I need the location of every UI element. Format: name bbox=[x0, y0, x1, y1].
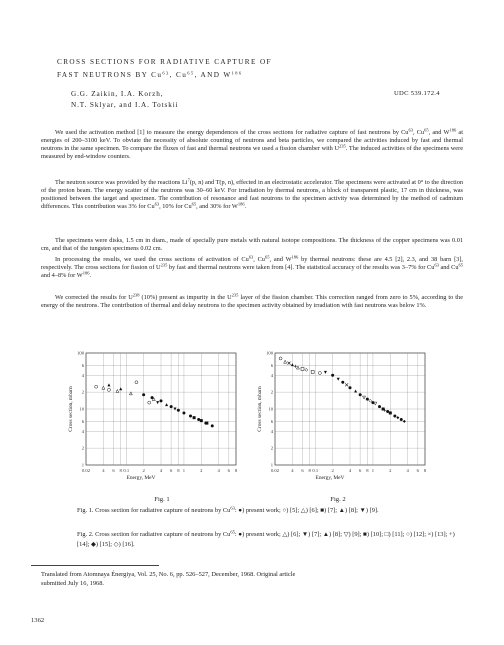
data-point bbox=[116, 389, 119, 392]
udc-code: UDC 539.172.4 bbox=[394, 90, 440, 97]
x-tick-label: 8 bbox=[366, 468, 369, 473]
plot-area bbox=[68, 351, 238, 481]
paragraph-2: The neutron source was provided by the reactions Li$^7$(p, n) and T(p, n), effected in an electrostatic accelerator. The specimens were activated at 0° to the direction of the proton beam. The energy scatter of the neutrons was 30–60 keV. For irradiation by thermal neutrons, a block of transparent plastic, 17 cm in thickness, was positioned between the target and specimen. The contribution of resonance and fast neutrons to the specimen activity was determined by the method of cadmium differences. This contribution was 3% for Cu$^{63}$, 10% for Cu$^{65}$, and 30% for $W^{186}$. bbox=[41, 177, 463, 211]
y-tick-label: 4 bbox=[270, 372, 273, 378]
y-tick-label: 100 bbox=[77, 350, 84, 356]
data-point bbox=[403, 420, 406, 423]
figure-1-plot bbox=[66, 347, 246, 497]
x-tick-label: 2 bbox=[389, 468, 392, 473]
plot-area bbox=[257, 351, 427, 481]
paragraph-1: We used the activation method [1] to measure the energy dependences of the cross sections for radiative capture of fast neutrons by Cu$^{63}$, Cu$^{65}$, and $W^{186}$ at energies of 200–3100 keV. To obviate the necessity of absolute counting of neutrons and beta particles, we compared the activities induced by fast and thermal neutrons in the same specimen. To compare the fluxes of fast and thermal neutrons we used a fission chamber with $U^{235}$. The induced activities of the specimens were measured by end-window counters. bbox=[41, 127, 463, 161]
data-point bbox=[193, 416, 196, 419]
figure-2-label: Fig. 2 bbox=[330, 496, 346, 503]
data-point bbox=[369, 399, 372, 402]
figure-1-caption: Fig. 1. Cross section for radiative capture of neutrons by Cu$^{63}$: ●) present work; ○) [5]; △) [6]; ■) [7]; ▲) [8]; ▼) [9]. bbox=[77, 505, 379, 514]
data-point bbox=[107, 383, 110, 386]
x-tick-label: 1 bbox=[182, 468, 186, 473]
data-point bbox=[107, 388, 110, 391]
data-point bbox=[165, 403, 168, 406]
data-point bbox=[396, 416, 399, 419]
data-point bbox=[177, 409, 180, 412]
figure-2-caption: Fig. 2. Cross section for radiative capture of neutrons by Cu$^{65}$: ●) present work; △) [6]; ▼) [7]; ▲) [8]; ▽) [9]; ■) [10]; □) [11]; ○) [12]; ×) [13]; +) [14]; ◆) [15]; ◇) [16]. bbox=[77, 529, 455, 548]
data-point bbox=[324, 371, 327, 374]
data-point bbox=[359, 393, 362, 396]
data-point bbox=[393, 414, 396, 417]
author-list bbox=[71, 89, 179, 110]
data-point bbox=[284, 360, 287, 363]
data-point bbox=[354, 389, 357, 392]
y-tick-label: 6 bbox=[81, 363, 84, 369]
translation-footnote bbox=[41, 571, 461, 588]
x-tick-label: 2 bbox=[200, 468, 203, 473]
y-axis-label: Cross section, mbarn bbox=[257, 386, 263, 432]
y-tick-label: 1 bbox=[81, 462, 84, 468]
figure-1-label: Fig. 1 bbox=[154, 496, 170, 503]
x-tick-label: 8 bbox=[177, 468, 180, 473]
figure-2-plot bbox=[255, 347, 435, 497]
y-tick-label: 2 bbox=[270, 445, 273, 451]
data-point bbox=[341, 381, 344, 384]
data-point bbox=[291, 363, 294, 366]
x-tick-label: 6 bbox=[170, 468, 173, 473]
data-point bbox=[211, 424, 214, 427]
x-tick-label: 0.02 bbox=[270, 468, 280, 473]
footnote-line-2: submitted July 16, 1968. bbox=[41, 579, 105, 587]
paragraph-4: In processing the results, we used the cross sections of activation of Cu$^{63}$, Cu$^{65}$, and $W^{186}$ by thermal neutrons: these are 4.5 [2], 2.3, and 38 barn [3], respectively. The cross sections for fission of $U^{235}$ by fast and thermal neutrons were taken from [4]. The statistical accuracy of the results was 3–7% for Cu$^{63}$ and Cu$^{65}$ and 4–8% for $W^{186}$. bbox=[41, 254, 463, 280]
data-point bbox=[366, 398, 369, 401]
data-point bbox=[142, 393, 145, 396]
data-point bbox=[331, 374, 334, 377]
x-tick-label: 6 bbox=[227, 468, 230, 473]
page-number: 1362 bbox=[31, 617, 45, 624]
paragraph-3: The specimens were disks, 1.5 cm in diam., made of specially pure metals with natural isotope compositions. The thickness of the copper specimens was 0.01 cm, and that of the tungsten specimens 0.02 cm. bbox=[41, 237, 463, 253]
x-tick-label: 6 bbox=[359, 468, 362, 473]
data-point bbox=[374, 402, 377, 405]
x-tick-label: 4 bbox=[102, 468, 105, 473]
data-point bbox=[337, 378, 340, 381]
y-tick-label: 4 bbox=[270, 428, 273, 434]
data-point bbox=[189, 414, 192, 417]
data-point bbox=[148, 401, 151, 404]
data-point bbox=[311, 370, 314, 373]
data-point bbox=[386, 410, 389, 413]
title-line-1: CROSS SECTIONS FOR RADIATIVE CAPTURE OF bbox=[57, 58, 272, 66]
data-point bbox=[197, 418, 200, 421]
data-point bbox=[294, 365, 297, 368]
x-tick-label: 0.02 bbox=[81, 468, 91, 473]
x-tick-label: 4 bbox=[406, 468, 409, 473]
data-point bbox=[156, 401, 159, 404]
data-point bbox=[389, 411, 392, 414]
data-point bbox=[288, 362, 291, 365]
data-point bbox=[301, 367, 304, 370]
x-tick-label: 8 bbox=[308, 468, 311, 473]
x-tick-label: 4 bbox=[217, 468, 220, 473]
data-point bbox=[279, 357, 282, 360]
x-axis-label: Energy, MeV bbox=[126, 475, 156, 481]
y-tick-label: 1 bbox=[270, 462, 273, 468]
data-point bbox=[296, 366, 299, 369]
data-point bbox=[305, 368, 308, 371]
data-point bbox=[129, 392, 132, 395]
data-point bbox=[400, 418, 403, 421]
data-point bbox=[95, 385, 98, 388]
data-point bbox=[345, 383, 348, 386]
x-tick-label: 4 bbox=[348, 468, 352, 473]
footnote-rule bbox=[31, 565, 159, 566]
data-point bbox=[170, 405, 173, 408]
data-point bbox=[349, 386, 352, 389]
data-point bbox=[135, 381, 138, 384]
x-tick-label: 2 bbox=[142, 468, 145, 473]
data-point bbox=[200, 419, 203, 422]
y-tick-label: 6 bbox=[81, 419, 84, 425]
y-tick-label: 4 bbox=[81, 372, 84, 378]
data-point bbox=[205, 422, 208, 425]
paragraph-5: We corrected the results for $U^{238}$ (10%) present as impurity in the $U^{235}$ layer of the fission chamber. This correction ranged from zero to 5%, according to the energy of the neutrons. The contribution of thermal and delay neutrons to the specimen activity obtained by irradiation with fast neutrons was below 1%. bbox=[41, 292, 463, 310]
x-axis-label: Energy, MeV bbox=[315, 475, 345, 481]
x-tick-label: 0.1 bbox=[312, 468, 319, 473]
x-tick-label: 8 bbox=[423, 468, 427, 473]
title-line-2: FAST NEUTRONS BY Cu$^{63}$, Cu$^{65}$, AND $W^{186}$ bbox=[57, 70, 243, 79]
x-tick-label: 2 bbox=[331, 468, 334, 473]
data-point bbox=[363, 396, 366, 399]
data-point bbox=[102, 386, 105, 389]
x-tick-label: 0.1 bbox=[123, 468, 130, 473]
authors-line-1: G.G. Zaikin, I.A. Korzh, bbox=[71, 90, 164, 98]
data-point bbox=[378, 405, 381, 408]
y-tick-label: 100 bbox=[266, 350, 273, 356]
y-tick-label: 2 bbox=[81, 389, 84, 395]
y-tick-label: 4 bbox=[81, 428, 84, 434]
x-tick-label: 8 bbox=[234, 468, 238, 473]
y-tick-label: 2 bbox=[270, 389, 273, 395]
data-point bbox=[119, 387, 122, 390]
x-tick-label: 6 bbox=[112, 468, 115, 473]
x-tick-label: 6 bbox=[416, 468, 419, 473]
article-title bbox=[57, 56, 357, 82]
y-tick-label: 10 bbox=[79, 406, 84, 412]
data-point bbox=[160, 399, 163, 402]
y-tick-label: 10 bbox=[268, 406, 273, 412]
y-tick-label: 2 bbox=[81, 445, 84, 451]
x-tick-label: 8 bbox=[119, 468, 122, 473]
x-tick-label: 4 bbox=[159, 468, 163, 473]
y-tick-label: 6 bbox=[270, 419, 273, 425]
footnote-line-1: Translated from Atomnaya Énergiya, Vol. 25, No. 6, pp. 526–527, December, 1968. Original article bbox=[41, 571, 296, 578]
y-axis-label: Cross section, mbarn bbox=[68, 386, 74, 432]
x-tick-label: 4 bbox=[291, 468, 294, 473]
data-point bbox=[182, 411, 185, 414]
y-tick-label: 6 bbox=[270, 363, 273, 369]
data-point bbox=[318, 371, 321, 374]
x-tick-label: 6 bbox=[301, 468, 304, 473]
authors-line-2: N.T. Sklyar, and I.A. Totskii bbox=[71, 100, 179, 109]
x-tick-label: 1 bbox=[371, 468, 375, 473]
